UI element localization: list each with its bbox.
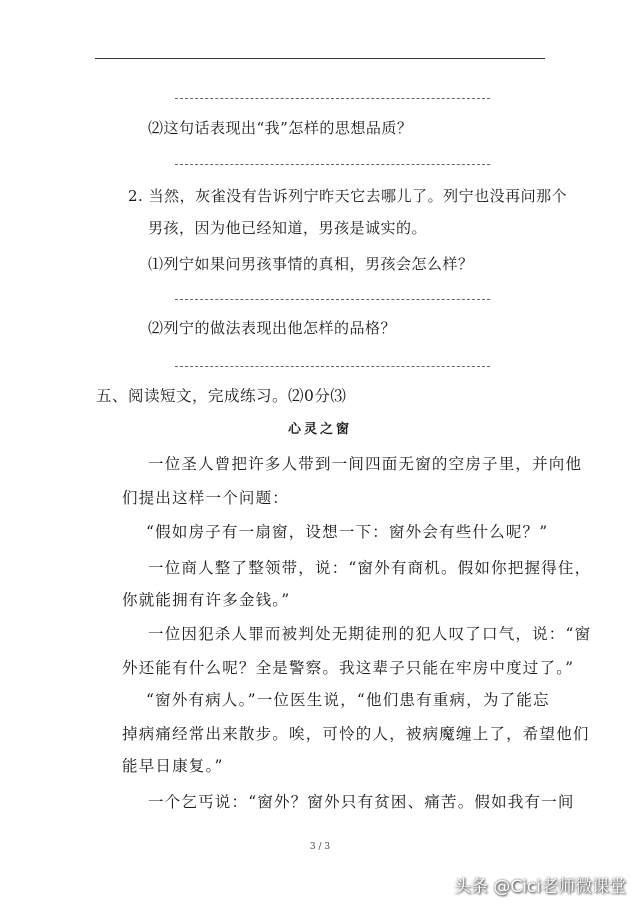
- top-rule: [95, 58, 545, 59]
- passage-line: 掉病痛经常出来散步。唉，可怜的人，被病魔缠上了，希望他们: [122, 725, 590, 743]
- passage-line: 们提出这样一个问题：: [122, 489, 290, 507]
- passage-line: 能早日康复。”: [122, 757, 224, 775]
- watermark: 头条 @Cici老师微课堂: [453, 877, 626, 897]
- passage-line: “窗外有病人。”一位医生说，“他们患有重病，为了能忘: [146, 691, 550, 709]
- section-5-heading: 五、阅读短文，完成练习。⑵0分⑶: [96, 387, 347, 405]
- passage-line: 一位商人整了整领带，说：“窗外有商机。假如你把握得住，: [148, 559, 592, 577]
- passage-line: 外还能有什么呢？全是警察。我这辈子只能在牢房中度过了。”: [122, 659, 575, 677]
- question-2-1: ⑴列宁如果问男孩事情的真相，男孩会怎么样？: [148, 255, 474, 273]
- passage-line: 你就能拥有许多金钱。”: [122, 591, 291, 609]
- answer-line: [175, 98, 490, 99]
- answer-line: [175, 366, 490, 367]
- page-number: 3 / 3: [309, 842, 331, 852]
- question-2-2: ⑵列宁的做法表现出他怎样的品格？: [148, 319, 397, 337]
- passage-line: 一位圣人曾把许多人带到一间四面无窗的空房子里，并向他: [148, 455, 583, 473]
- question-2-stem-line2: 男孩，因为他已经知道，男孩是诚实的。: [148, 219, 428, 237]
- passage-line: “假如房子有一扇窗，设想一下：窗外会有些什么呢？”: [146, 523, 549, 541]
- passage-title: 心灵之窗: [287, 422, 352, 437]
- answer-line: [175, 164, 490, 165]
- answer-line: [175, 299, 490, 300]
- passage-line: 一位因犯杀人罪而被判处无期徒刑的犯人叹了口气，说：“窗: [148, 625, 592, 643]
- passage-line: 一个乞丐说：“窗外？窗外只有贫困、痛苦。假如我有一间: [148, 793, 575, 811]
- question-1-2: ⑵这句话表现出“我”怎样的思想品质？: [148, 119, 413, 137]
- question-2-stem-line1: 2. 当然，灰雀没有告诉列宁昨天它去哪儿了。列宁也没再问那个: [128, 187, 568, 205]
